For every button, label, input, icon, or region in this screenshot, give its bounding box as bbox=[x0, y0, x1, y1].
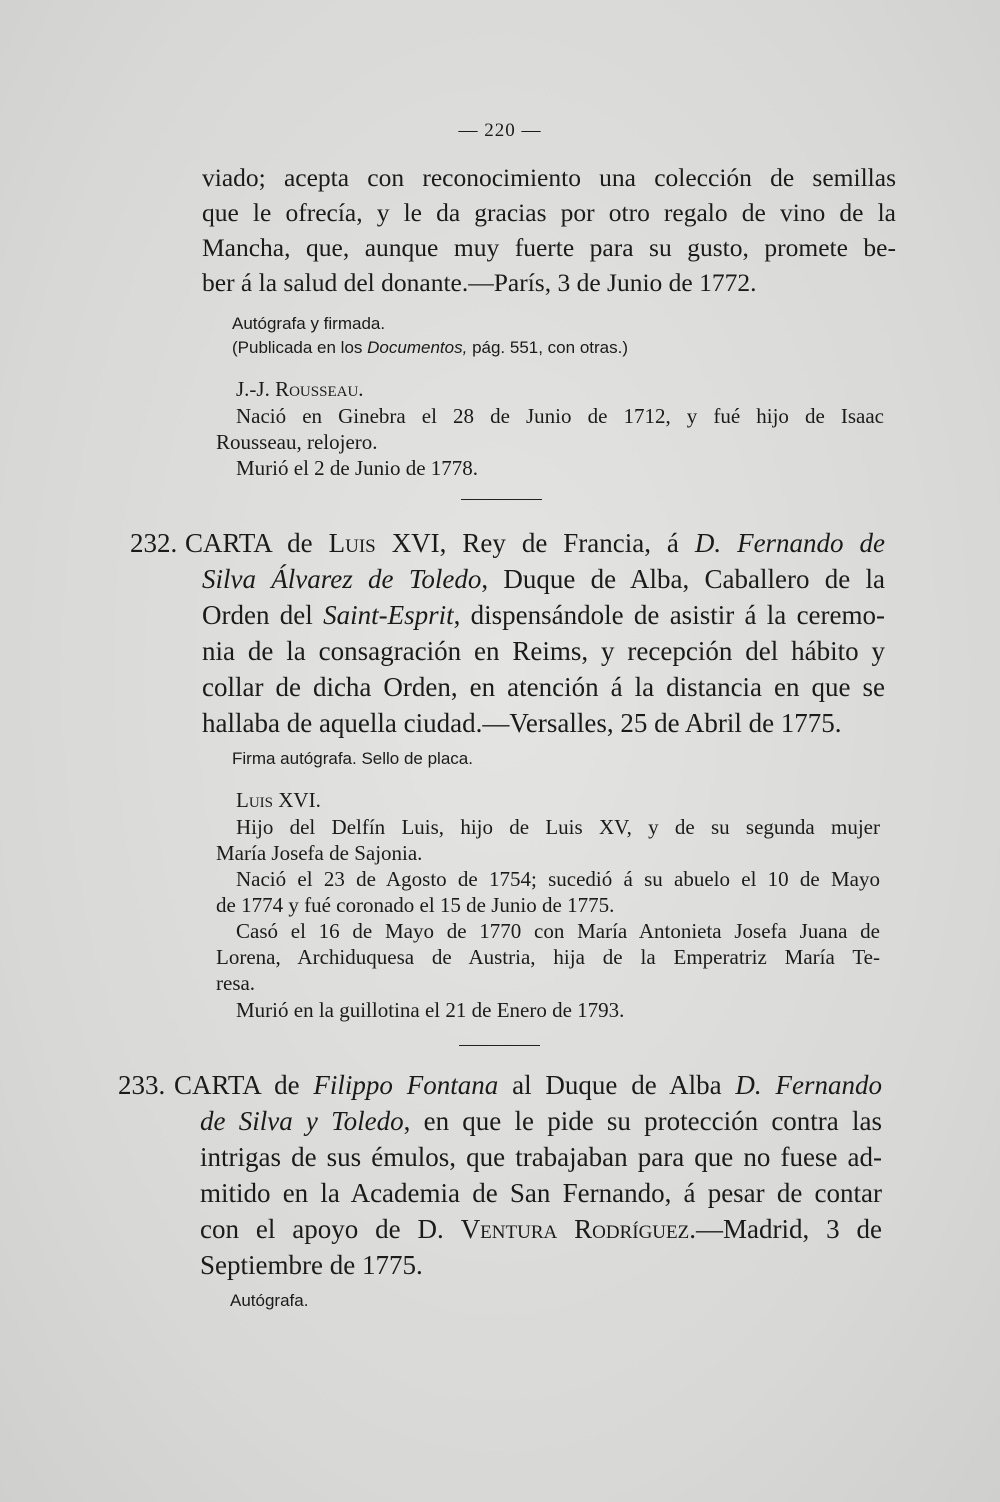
entry-line bbox=[202, 562, 885, 597]
bio-line: Nació el 23 de Agosto de 1754; sucedió á su abuelo el 10 de Mayo bbox=[236, 867, 880, 891]
entry-italic: D. Fernando de bbox=[694, 528, 885, 558]
entry-italic: Saint-Esprit bbox=[323, 600, 454, 630]
bio-line: de 1774 y fué coronado el 15 de Junio de 1775. bbox=[216, 893, 615, 917]
section-divider bbox=[459, 1045, 540, 1046]
text-line: que le ofrecía, y le da gracias por otro regalo de vino de la bbox=[202, 198, 896, 227]
section-divider bbox=[461, 499, 542, 500]
bio-line: Lorena, Archiduquesa de Austria, hija de la Emperatriz María Te- bbox=[216, 945, 880, 969]
entry-italic: D. Fernando bbox=[735, 1070, 882, 1100]
entry-text: con el apoyo de D. bbox=[200, 1214, 444, 1244]
entry-line bbox=[185, 526, 885, 561]
note-line bbox=[232, 337, 628, 359]
entry-text: Orden del bbox=[202, 600, 313, 630]
bio-line: Rousseau, relojero. bbox=[216, 430, 378, 454]
entry-text: CARTA de bbox=[174, 1070, 300, 1100]
entry-line bbox=[202, 598, 885, 633]
bio-name: J.-J. Rousseau. bbox=[236, 377, 364, 401]
entry-text: , dispensándole de asistir á la ceremo- bbox=[453, 600, 886, 630]
entry-text: XVI, Rey de Francia, á bbox=[391, 528, 679, 558]
note-italic: Documentos, bbox=[367, 338, 468, 357]
entry-number: 233. bbox=[118, 1070, 166, 1100]
entry-line: Septiembre de 1775. bbox=[200, 1250, 423, 1280]
text-line: viado; acepta con reconocimiento una colección de semillas bbox=[202, 163, 896, 192]
bio-name: Luis XVI. bbox=[236, 788, 321, 812]
entry-italic: de Silva y Toledo bbox=[200, 1106, 404, 1136]
entry-line bbox=[200, 1212, 882, 1247]
entry-text: , Duque de Alba, Caballero de la bbox=[481, 564, 886, 594]
text-line: ber á la salud del donante.—París, 3 de Junio de 1772. bbox=[202, 268, 757, 297]
note-text: (Publicada en los bbox=[232, 338, 363, 357]
bio-line: Murió el 2 de Junio de 1778. bbox=[236, 456, 479, 480]
entry-line: nia de la consagración en Reims, y recepción del hábito y bbox=[202, 636, 885, 666]
entry-line: collar de dicha Orden, en atención á la distancia en que se bbox=[202, 672, 885, 702]
entry-name: Ventura Rodríguez bbox=[460, 1214, 690, 1244]
note-text: pág. 551, con otras.) bbox=[472, 338, 628, 357]
note-line: Autógrafa y firmada. bbox=[232, 314, 386, 333]
entry-number: 232. bbox=[130, 528, 178, 558]
entry-note: Autógrafa. bbox=[230, 1291, 309, 1310]
bio-line: Murió en la guillotina el 21 de Enero de 1793. bbox=[236, 998, 625, 1022]
entry-line: mitido en la Academia de San Fernando, á pesar de contar bbox=[200, 1178, 882, 1208]
page-number: — 220 — bbox=[458, 120, 542, 141]
bio-line: María Josefa de Sajonia. bbox=[216, 841, 423, 865]
entry-text: .—Madrid, 3 de bbox=[689, 1214, 883, 1244]
entry-line bbox=[174, 1068, 882, 1103]
entry-line: intrigas de sus émulos, que trabajaban para que no fuese ad- bbox=[200, 1142, 882, 1172]
entry-text: CARTA de bbox=[185, 528, 313, 558]
entry-name: Luis bbox=[328, 528, 376, 558]
entry-line bbox=[200, 1104, 882, 1139]
bio-line: Nació en Ginebra el 28 de Junio de 1712, y fué hijo de Isaac bbox=[236, 404, 884, 428]
entry-line: hallaba de aquella ciudad.—Versalles, 25 de Abril de 1775. bbox=[202, 708, 842, 738]
bio-line: Casó el 16 de Mayo de 1770 con María Antonieta Josefa Juana de bbox=[236, 919, 880, 943]
bio-line: resa. bbox=[216, 971, 256, 995]
entry-text: al Duque de Alba bbox=[512, 1070, 722, 1100]
entry-text: , en que le pide su protección contra las bbox=[403, 1106, 882, 1136]
entry-italic: Silva Álvarez de Toledo bbox=[202, 564, 482, 594]
text-line: Mancha, que, aunque muy fuerte para su gusto, promete be- bbox=[202, 233, 896, 262]
entry-note: Firma autógrafa. Sello de placa. bbox=[232, 749, 473, 768]
bio-line: Hijo del Delfín Luis, hijo de Luis XV, y de su segunda mujer bbox=[236, 815, 880, 839]
entry-italic: Filippo Fontana bbox=[313, 1070, 499, 1100]
